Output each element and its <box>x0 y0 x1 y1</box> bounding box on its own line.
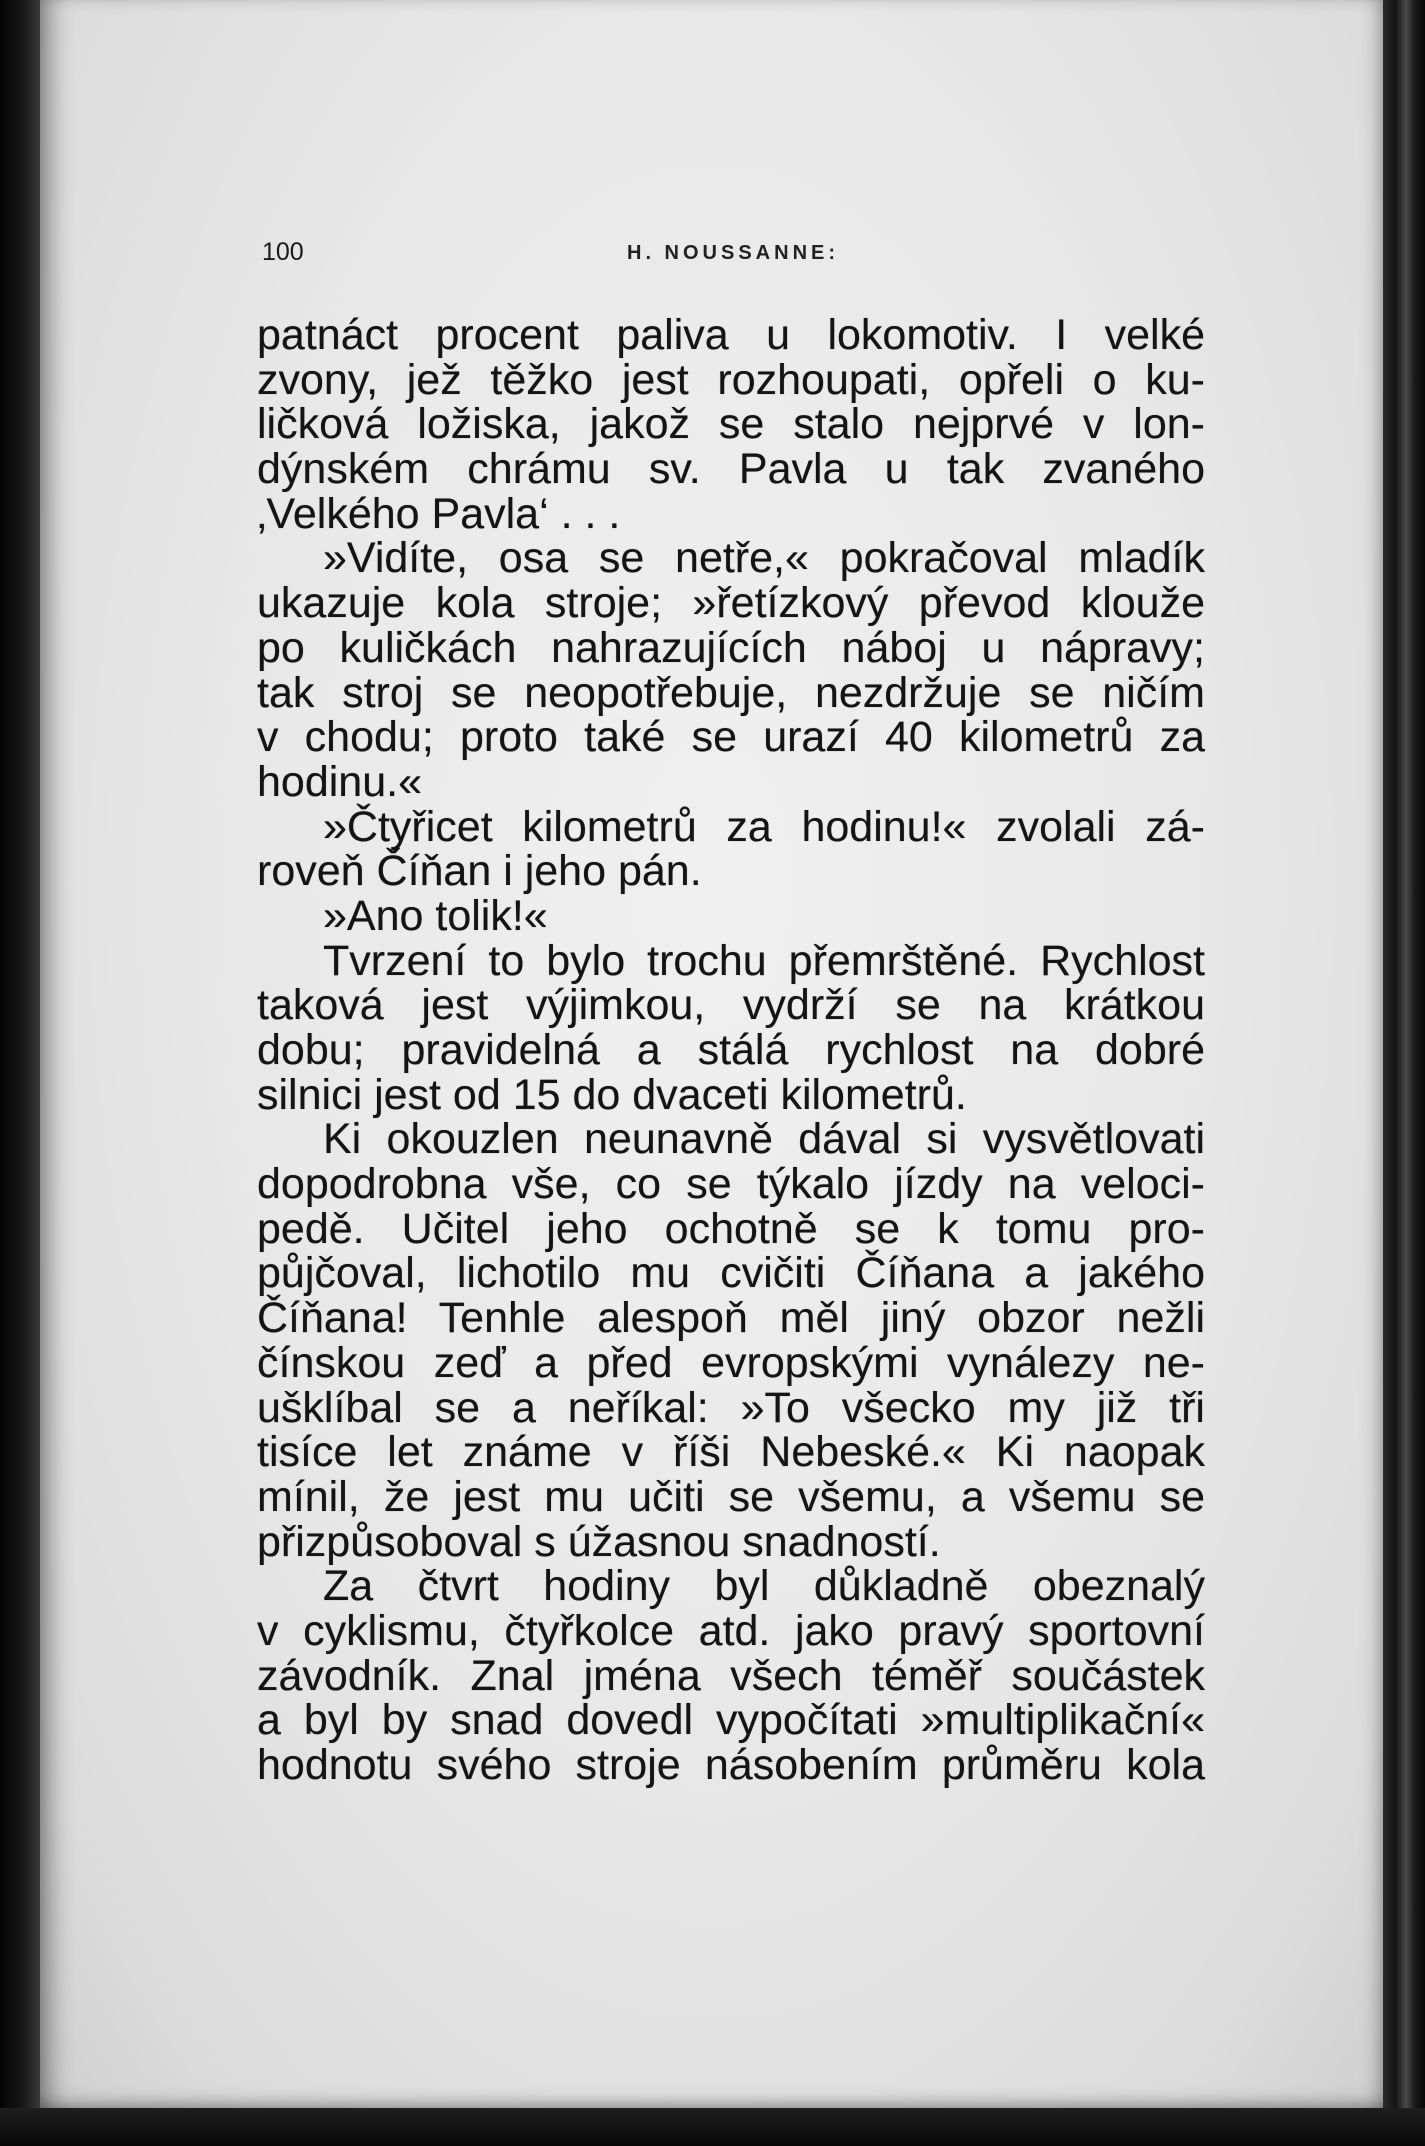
paragraph <box>257 536 1205 804</box>
text-line: hodinu.« <box>257 757 422 806</box>
text-line: tak stroj se neopotřebuje, nezdržuje se ničím <box>257 668 1205 717</box>
text-line: půjčoval, lichotilo mu cvičiti Číňana a jakého <box>257 1249 1205 1298</box>
running-head: H. NOUSSANNE: <box>627 242 840 264</box>
text-line: tisíce let známe v říši Nebeské.« Ki naopak <box>257 1428 1205 1477</box>
paragraph <box>257 1564 1205 1787</box>
text-line: v chodu; proto také se urazí 40 kilometrů za <box>257 713 1205 762</box>
paragraph <box>257 1117 1205 1564</box>
text-line: »Vidíte, osa se netře,« pokračoval mladík <box>323 534 1205 583</box>
text-line: Ki okouzlen neunavně dával si vysvětlovati <box>323 1115 1205 1164</box>
text-line: roveň Číňan i jeho pán. <box>257 847 702 896</box>
text-line: taková jest výjimkou, vydrží se na krátkou <box>257 981 1205 1030</box>
text-line: dobu; pravidelná a stálá rychlost na dobré <box>257 1026 1205 1074</box>
text-line: Za čtvrt hodiny byl důkladně obeznalý <box>323 1562 1205 1611</box>
paragraph <box>257 936 1205 1119</box>
scan-left-border <box>0 0 40 2146</box>
body-text <box>257 313 1205 1788</box>
text-line: Tvrzení to bylo trochu přemrštěné. Rychlost <box>323 936 1205 985</box>
text-line: »Čtyřicet kilometrů za hodinu!« zvolali zá- <box>323 802 1205 851</box>
text-line: dopodrobna vše, co se týkalo jízdy na veloci- <box>257 1160 1205 1209</box>
scan-right-border <box>1383 0 1425 2146</box>
paragraph <box>257 802 1205 896</box>
scan-bottom-border <box>0 2108 1425 2146</box>
text-line: mínil, že jest mu učiti se všemu, a všemu se <box>257 1472 1205 1521</box>
text-line: ličková ložiska, jakož se stalo nejprvé v lon- <box>257 400 1205 449</box>
text-line: ‚Velkého Pavla‘ . . . <box>257 489 621 538</box>
text-line: po kuličkách nahrazujících náboj u nápravy; <box>257 623 1205 672</box>
text-line: závodník. Znal jména všech téměř součástek <box>257 1651 1205 1700</box>
text-line: Číňana! Tenhle alespoň měl jiný obzor nežli <box>257 1294 1205 1343</box>
text-line: hodnotu svého stroje násobením průměru kola <box>257 1741 1205 1789</box>
page-number: 100 <box>262 238 304 266</box>
text-line: ušklíbal se a neříkal: »To všecko my již tři <box>257 1383 1205 1432</box>
text-line: patnáct procent paliva u lokomotiv. I velké <box>257 311 1205 359</box>
text-line: pedě. Učitel jeho ochotně se k tomu pro- <box>257 1204 1205 1253</box>
text-line: dýnském chrámu sv. Pavla u tak zvaného <box>257 445 1205 494</box>
paragraph <box>257 891 1205 940</box>
text-line: »Ano tolik!« <box>323 891 548 940</box>
text-line: zvony, jež těžko jest rozhoupati, opřeli o ku- <box>257 355 1205 404</box>
text-line: ukazuje kola stroje; »řetízkový převod klouže <box>257 579 1205 628</box>
text-line: silnici jest od 15 do dvaceti kilometrů. <box>257 1070 967 1119</box>
text-line: a byl by snad dovedl vypočítati »multiplikační« <box>257 1696 1205 1745</box>
text-line: čínskou zeď a před evropskými vynálezy ne- <box>257 1338 1205 1387</box>
text-line: přizpůsoboval s úžasnou snadností. <box>257 1517 941 1566</box>
text-line: v cyklismu, čtyřkolce atd. jako pravý sportovní <box>257 1606 1205 1655</box>
paragraph <box>257 313 1205 536</box>
